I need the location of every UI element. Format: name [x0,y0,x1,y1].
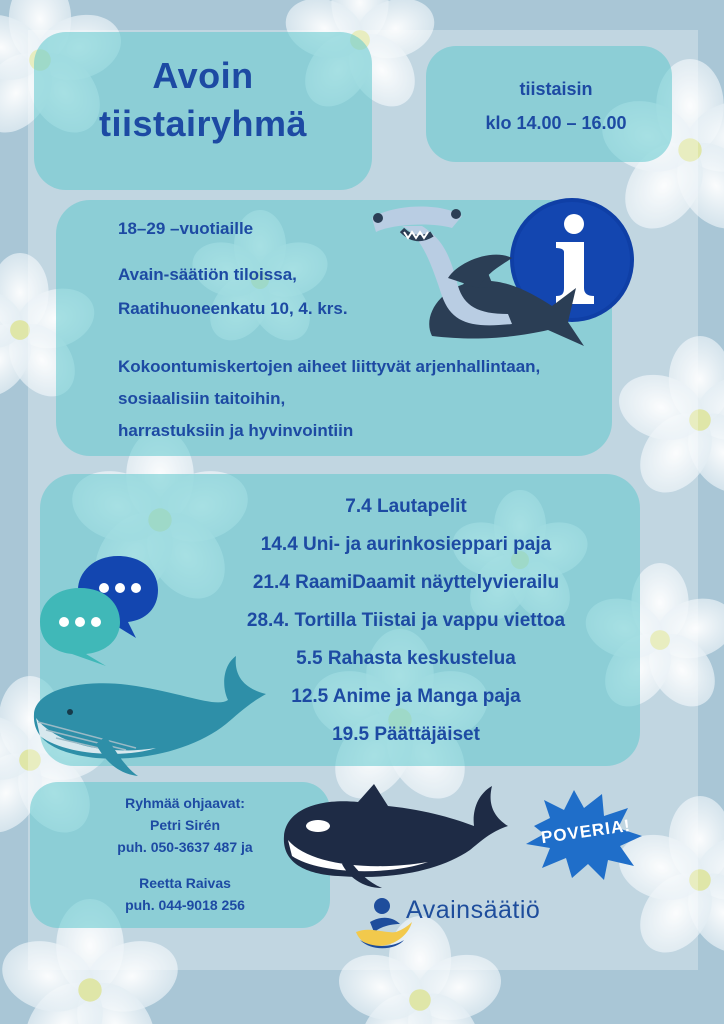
event-item: 12.5 Anime ja Manga paja [291,686,521,707]
event-item: 14.4 Uni- ja aurinkosieppari paja [260,534,552,555]
title-line-2: tiistairyhmä [98,103,308,144]
title-line-1: Avoin [152,55,254,96]
event-list [216,488,596,754]
event-item: 21.4 RaamiDaamit näyttelyvierailu [252,572,560,593]
avainsaatio-logo-icon [352,896,414,952]
audience-text: 18–29 –vuotiaille [118,219,254,238]
event-item: 5.5 Rahasta keskustelua [296,648,516,669]
contact-name: Reetta Raivas [139,875,231,891]
event-item: 7.4 Lautapelit [345,496,467,517]
meeting-time [426,72,686,140]
location-line-2: Raatihuoneenkatu 10, 4. krs. [118,299,348,318]
meeting-day: tiistaisin [519,79,593,99]
chat-bubble-icon [36,548,166,668]
topics-line-1: Kokoontumiskertojen aiheet liittyvät arjenhallintaan, [118,357,541,376]
poveria-logo-text: POVERIA! [539,815,632,848]
page-title [34,52,372,148]
contact-phone: puh. 044-9018 256 [125,897,245,913]
contact-name: Petri Sirén [149,817,221,833]
orca-icon [278,780,510,890]
event-item: 19.5 Päättäjäiset [332,724,480,745]
topics-line-2: sosiaalisiin taitoihin, [118,389,286,408]
contact-heading: Ryhmää ohjaavat: [125,795,245,811]
event-item: 28.4. Tortilla Tiistai ja vappu viettoa [246,610,566,631]
meeting-hours: klo 14.00 – 16.00 [485,113,627,133]
whale-icon [26,652,272,778]
contact-info [80,792,290,916]
contact-phone: puh. 050-3637 487 ja [117,839,253,855]
hammerhead-shark-icon [362,196,586,346]
location-line-1: Avain-säätiön tiloissa, [118,265,297,284]
avainsaatio-logo-text: Avainsäätiö [406,896,541,924]
topics-line-3: harrastuksiin ja hyvinvointiin [118,421,354,440]
